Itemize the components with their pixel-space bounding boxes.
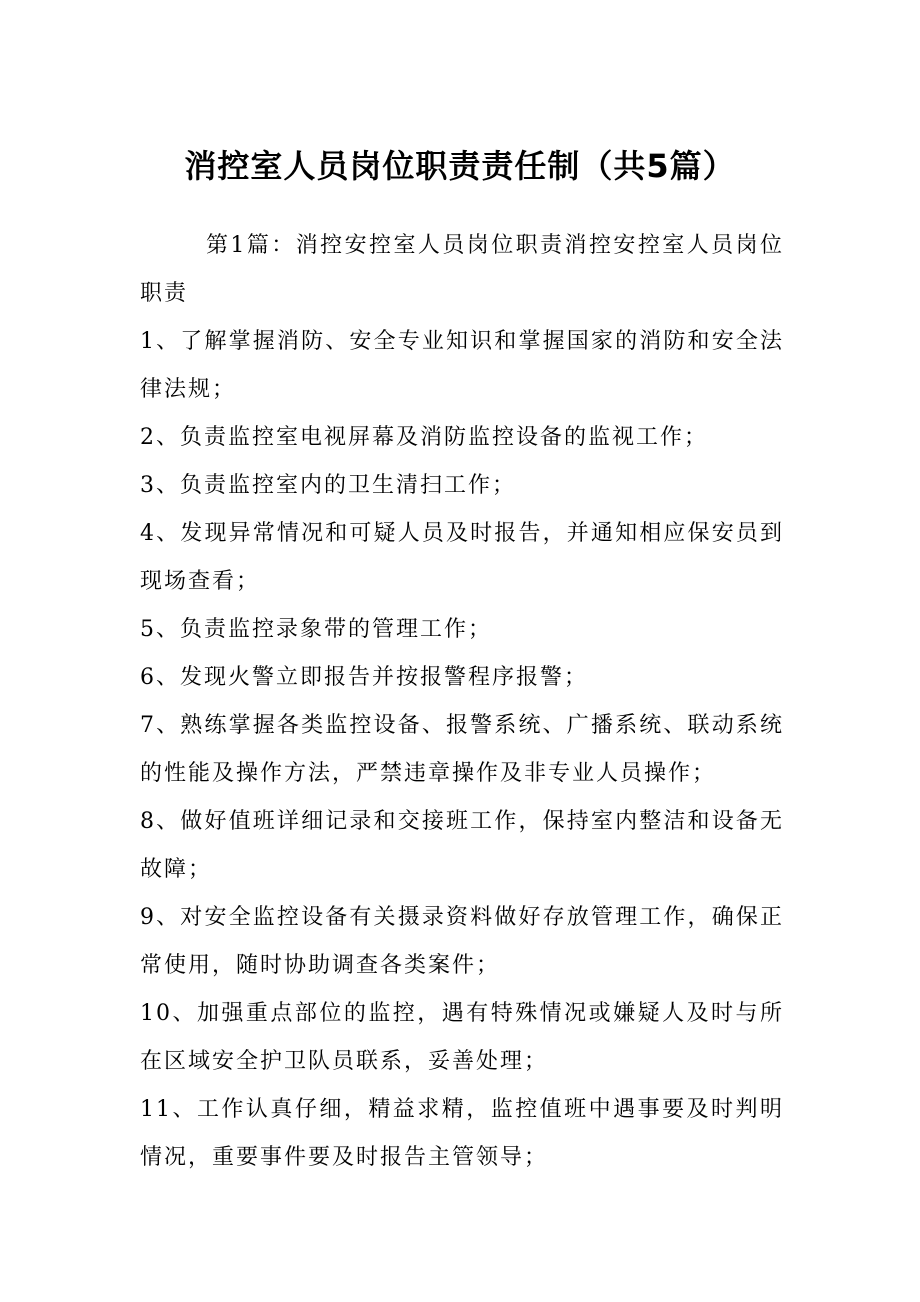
document-title: 消控室人员岗位职责责任制（共5篇） [184, 147, 736, 185]
intro-paragraph: 第1篇：消控安控室人员岗位职责消控安控室人员岗位职责 [140, 233, 784, 306]
document-body [140, 222, 784, 1182]
duty-item-8: 8、做好值班详细记录和交接班工作，保持室内整洁和设备无故障； [140, 809, 784, 882]
duty-item-6: 6、发现火警立即报告并按报警程序报警； [140, 665, 588, 690]
duty-item-3: 3、负责监控室内的卫生清扫工作； [140, 473, 516, 498]
duty-item-10: 10、加强重点部位的监控，遇有特殊情况或嫌疑人及时与所在区域安全护卫队员联系，妥善处理； [140, 1001, 784, 1074]
duty-item-9: 9、对安全监控设备有关摄录资料做好存放管理工作，确保正常使用，随时协助调查各类案件； [140, 905, 784, 978]
duty-item-11: 11、工作认真仔细，精益求精，监控值班中遇事要及时判明情况，重要事件要及时报告主管领导； [140, 1097, 784, 1170]
duty-item-1: 1、了解掌握消防、安全专业知识和掌握国家的消防和安全法律法规； [140, 329, 784, 402]
duty-item-7: 7、熟练掌握各类监控设备、报警系统、广播系统、联动系统的性能及操作方法，严禁违章操作及非专业人员操作； [140, 713, 784, 786]
duty-item-5: 5、负责监控录象带的管理工作； [140, 617, 492, 642]
duty-item-4: 4、发现异常情况和可疑人员及时报告，并通知相应保安员到现场查看； [140, 521, 784, 594]
duty-item-2: 2、负责监控室电视屏幕及消防监控设备的监视工作； [140, 425, 708, 450]
